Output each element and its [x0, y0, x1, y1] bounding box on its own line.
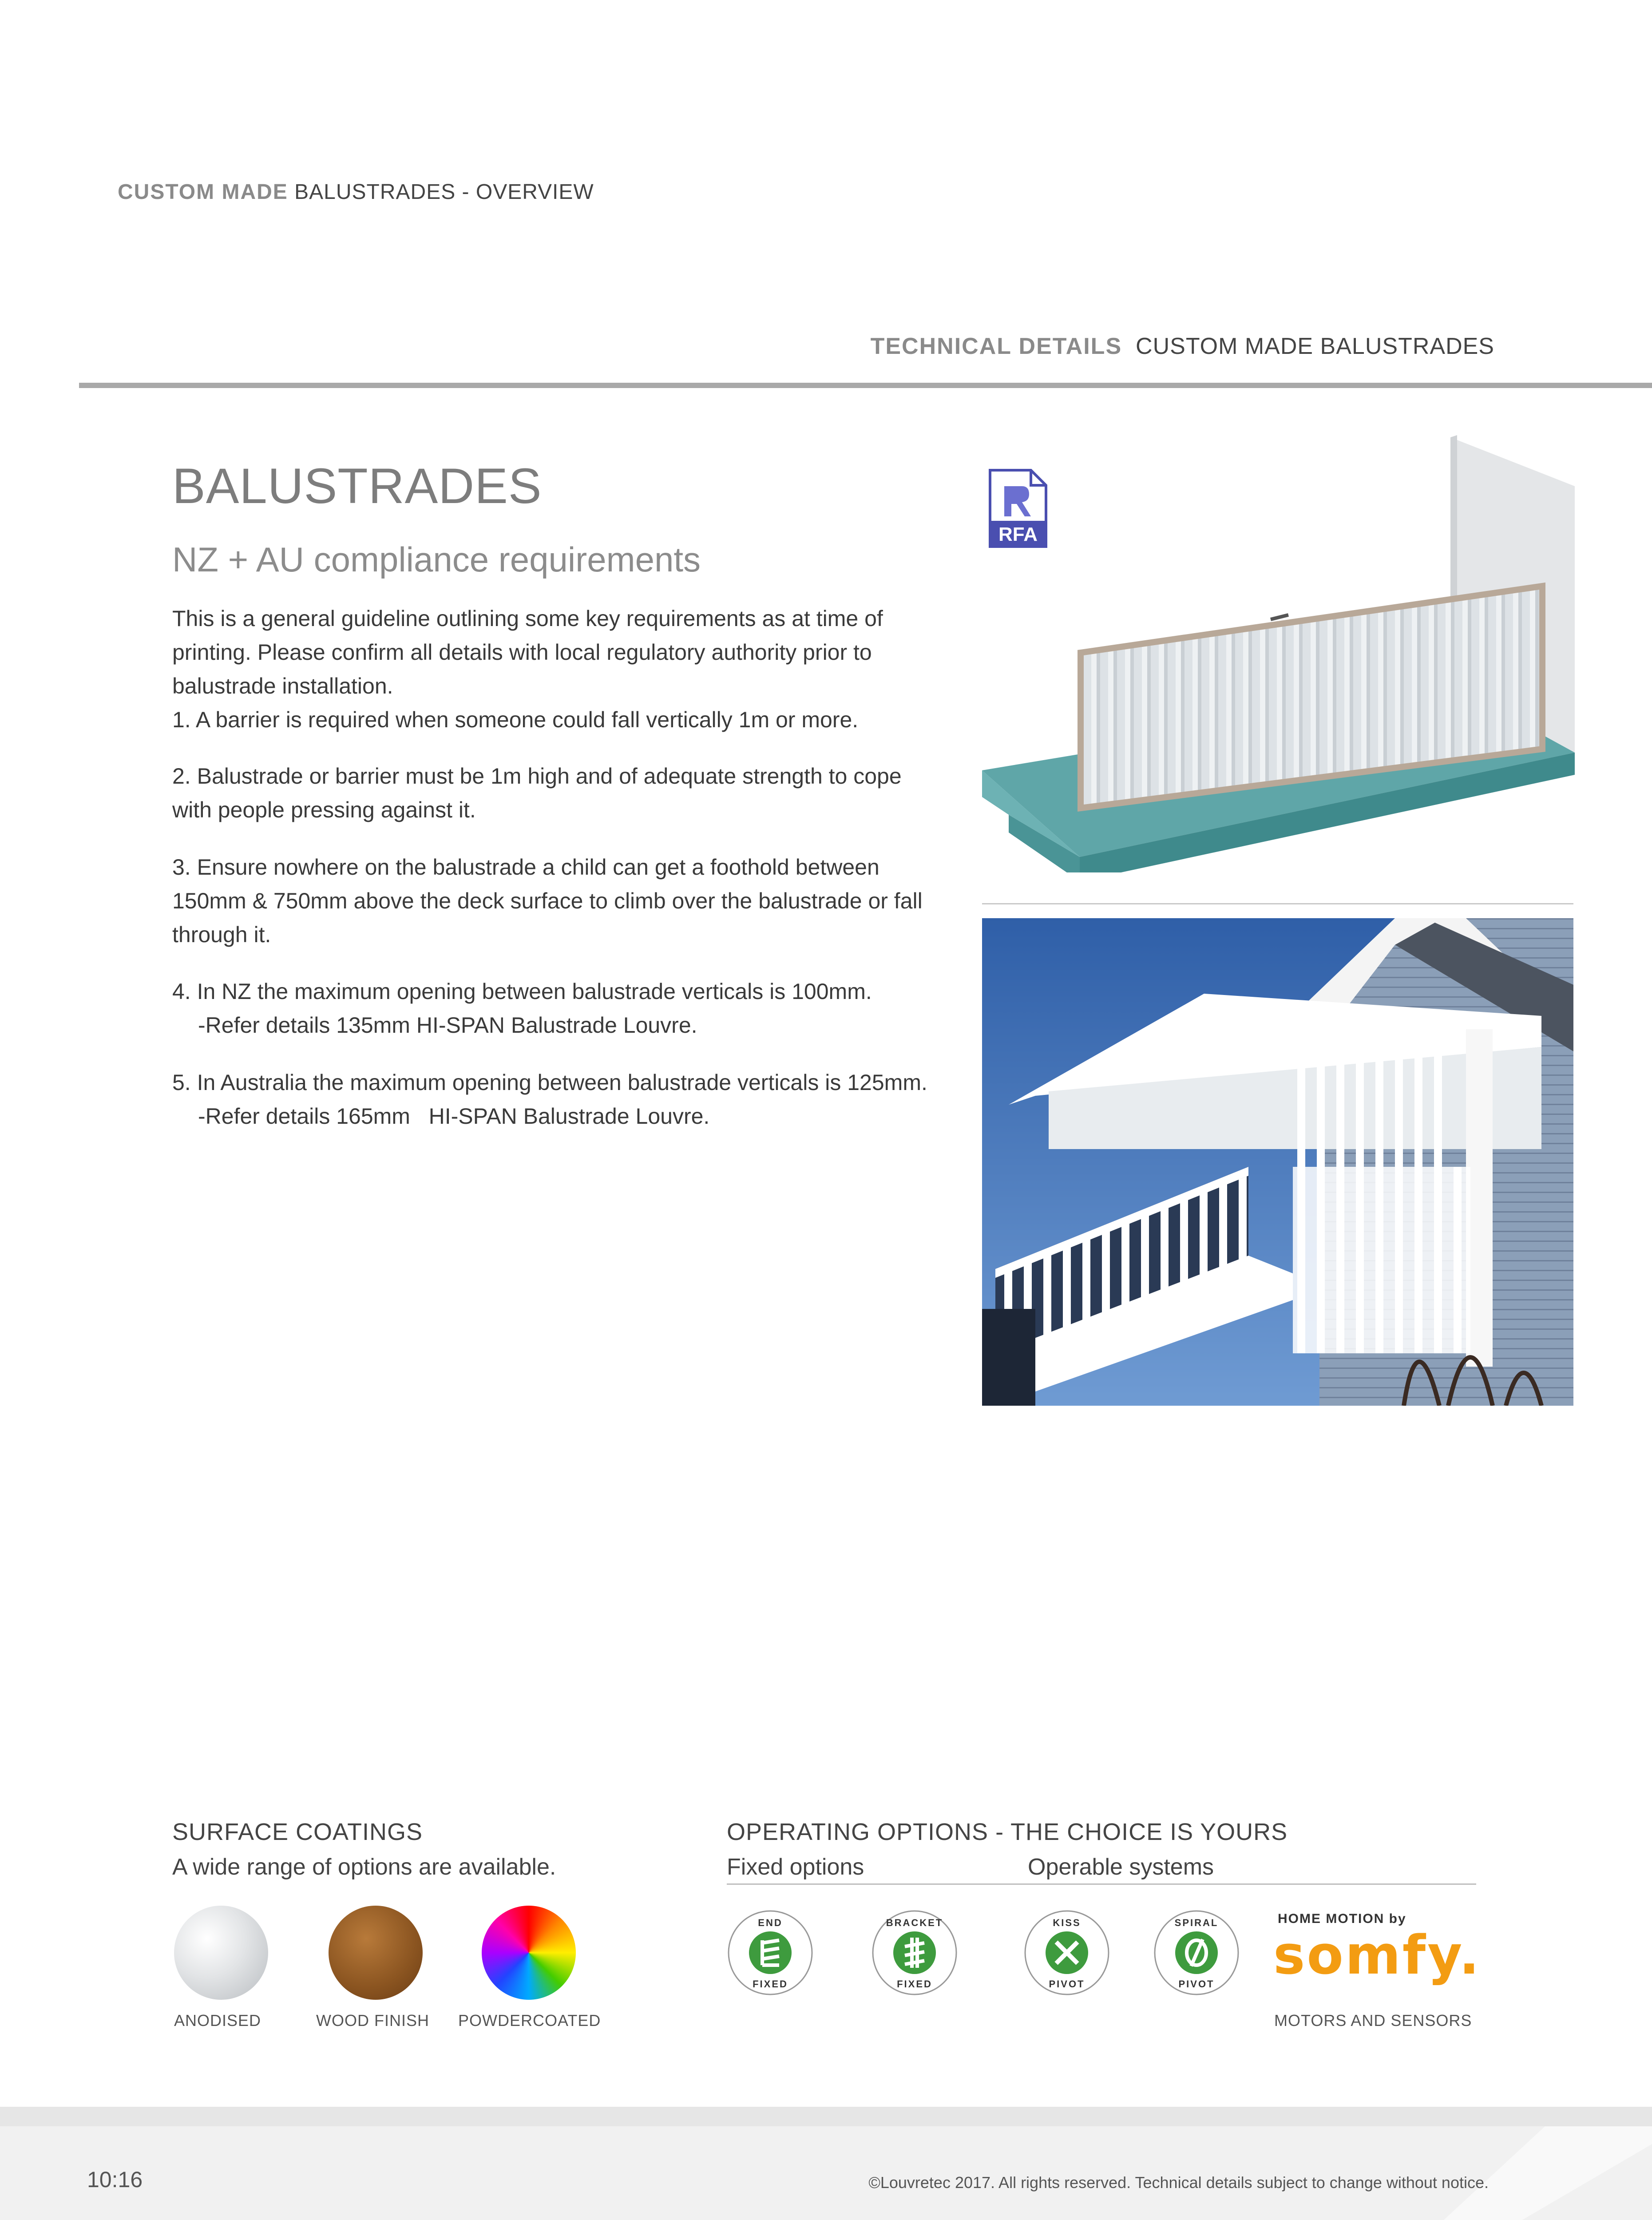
balcony-photo [982, 918, 1573, 1406]
kiss-pivot-top: KISS [1053, 1917, 1081, 1928]
somfy-logo[interactable]: somfy. [1273, 1925, 1481, 1986]
anodised-swatch [174, 1906, 268, 2000]
operating-options-heading: OPERATING OPTIONS - THE CHOICE IS YOURS [727, 1819, 1288, 1845]
somfy-tagline: HOME MOTION by [1278, 1911, 1406, 1926]
technical-header [871, 333, 1494, 360]
coating-label-anodised: ANODISED [174, 2011, 261, 2030]
surface-coatings-heading: SURFACE COATINGS [172, 1819, 423, 1845]
page-number: 10:16 [87, 2167, 143, 2192]
surface-coatings-sub: A wide range of options are available. [172, 1854, 556, 1880]
section-header-rest: BALUSTRADES - OVERVIEW [288, 180, 594, 204]
rfa-label: RFA [998, 523, 1038, 545]
requirement-5-block [172, 1066, 945, 1133]
technical-header-rest: CUSTOM MADE BALUSTRADES [1122, 333, 1494, 359]
powdercoated-swatch [482, 1906, 576, 2000]
wood-finish-swatch [329, 1906, 423, 2000]
technical-header-bold: TECHNICAL DETAILS [870, 333, 1122, 359]
requirement-5-ref: -Refer details 165mm HI-SPAN Balustrade Louvre. [198, 1104, 710, 1129]
coating-label-wood: WOOD FINISH [316, 2011, 429, 2030]
end-fixed-bottom: FIXED [753, 1978, 788, 1990]
image-divider [982, 903, 1573, 904]
operable-systems-label: Operable systems [1028, 1854, 1214, 1880]
section-header-bold: CUSTOM MADE [118, 180, 288, 204]
balustrade-render-image [982, 433, 1575, 872]
end-fixed-icon [727, 1909, 814, 1996]
operating-divider [727, 1883, 1476, 1885]
end-fixed-top: END [758, 1917, 783, 1928]
bracket-fixed-bottom: FIXED [897, 1978, 932, 1990]
header-divider [79, 383, 1652, 388]
kiss-pivot-bottom: PIVOT [1049, 1978, 1085, 1990]
requirement-4-block [172, 975, 945, 1042]
requirement-5: 5. In Australia the maximum opening between balustrade verticals is 125mm. [172, 1070, 927, 1095]
footer-band [0, 2107, 1652, 2126]
bracket-fixed-icon [871, 1909, 958, 1996]
requirement-3: 3. Ensure nowhere on the balustrade a child can get a foothold between 150mm & 750mm above the deck surface to climb over the balustrade or fall through it. [172, 855, 923, 947]
requirement-4: 4. In NZ the maximum opening between balustrade verticals is 100mm. [172, 979, 872, 1004]
intro-text: This is a general guideline outlining some key requirements as at time of printing. Please confirm all details with local regulatory authority prior to balustrade installation. [172, 606, 883, 698]
page-subtitle: NZ + AU compliance requirements [172, 540, 701, 579]
intro-block [172, 602, 945, 737]
fixed-options-label: Fixed options [727, 1854, 864, 1880]
spiral-pivot-bottom: PIVOT [1178, 1978, 1215, 1990]
kiss-pivot-icon [1023, 1909, 1110, 1996]
spiral-pivot-top: SPIRAL [1174, 1917, 1219, 1928]
section-header [118, 180, 594, 204]
requirement-4-ref: -Refer details 135mm HI-SPAN Balustrade Louvre. [198, 1013, 697, 1038]
bracket-fixed-top: BRACKET [886, 1917, 943, 1928]
somfy-caption: MOTORS AND SENSORS [1274, 2011, 1472, 2030]
coating-label-powdercoated: POWDERCOATED [458, 2011, 601, 2030]
page-title: BALUSTRADES [172, 458, 542, 514]
requirement-1: 1. A barrier is required when someone could fall vertically 1m or more. [172, 707, 859, 732]
spiral-pivot-icon [1153, 1909, 1240, 1996]
copyright: ©Louvretec 2017. All rights reserved. Technical details subject to change without notice. [868, 2173, 1489, 2192]
requirement-2: 2. Balustrade or barrier must be 1m high and of adequate strength to cope with people pressing against it. [172, 764, 902, 822]
